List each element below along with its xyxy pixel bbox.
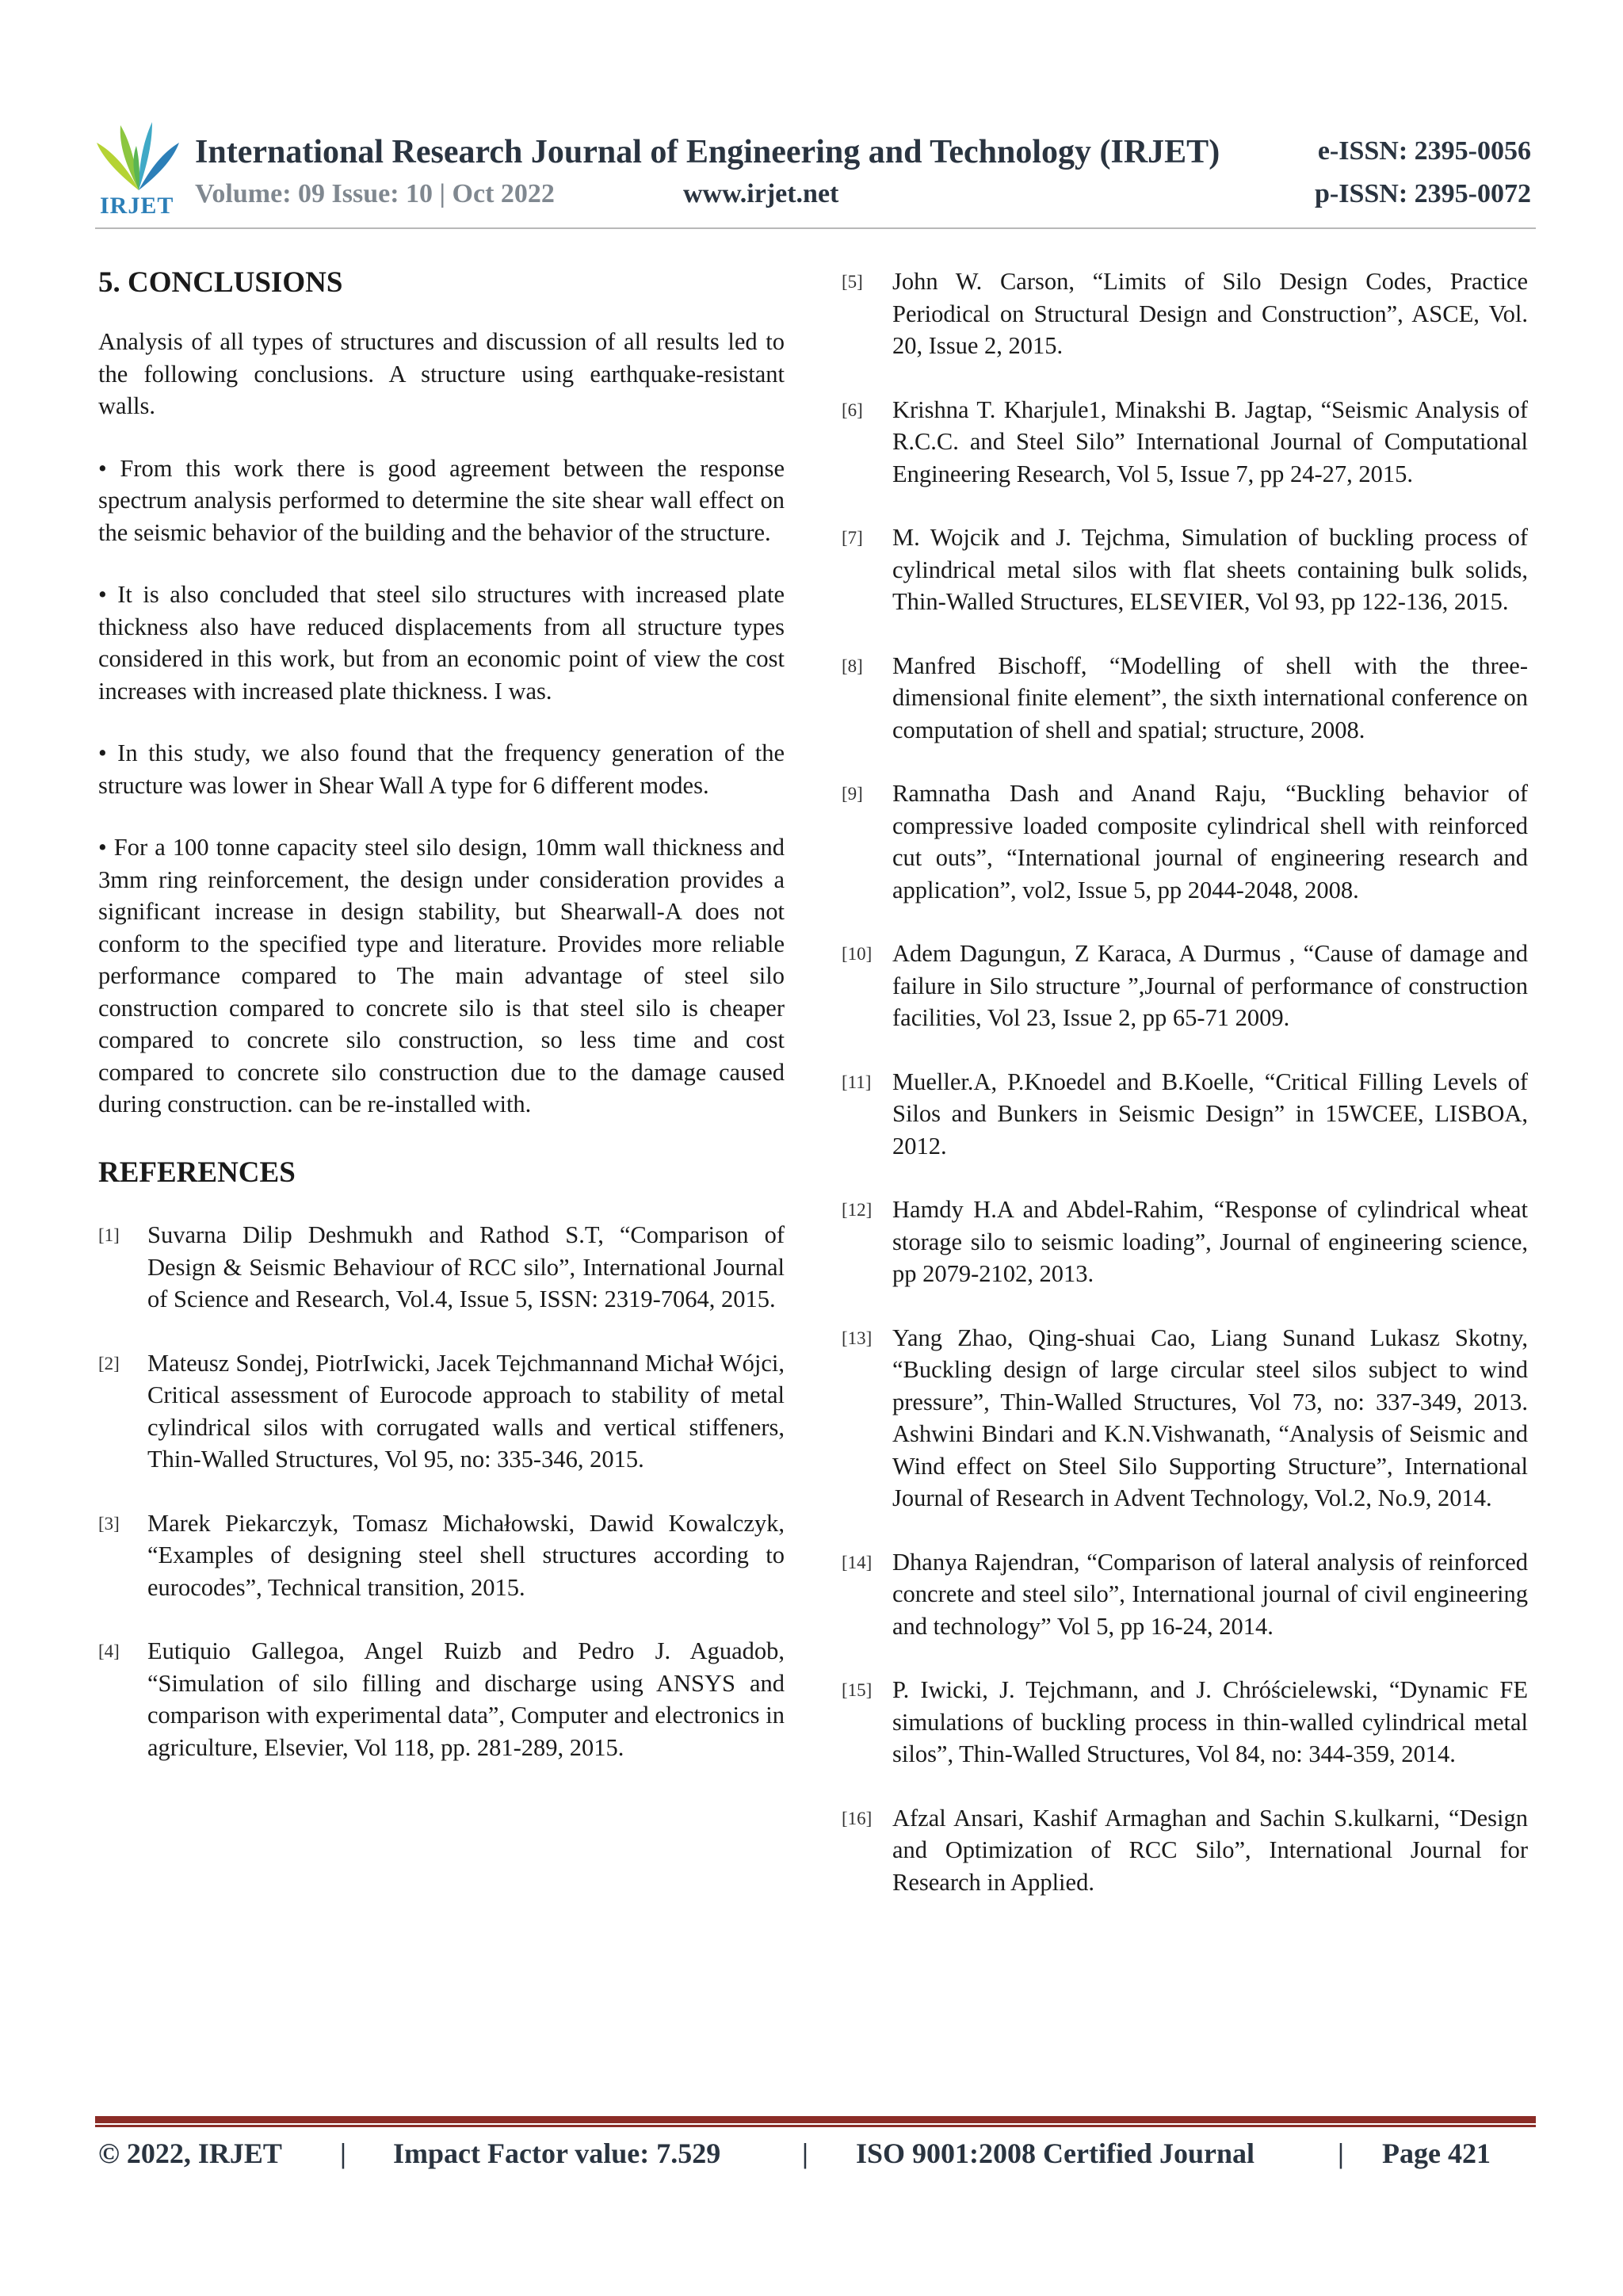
- reference-text: Mueller.A, P.Knoedel and B.Koelle, “Critical Filling Levels of Silos and Bunkers in Seismic Design” in 15WCEE, LISBOA, 2012.: [892, 1068, 1528, 1159]
- reference-text: Dhanya Rajendran, “Comparison of lateral analysis of reinforced concrete and steel silo”, International journal of civil engineering and technology” Vol 5, pp 16-24, 2014.: [892, 1548, 1528, 1640]
- footer-page-number: Page 421: [1382, 2137, 1491, 2169]
- pissn: p-ISSN: 2395-0072: [1315, 179, 1531, 208]
- conclusion-paragraph: Analysis of all types of structures and discussion of all results led to the following conclusions. A structure using earthquake-resistant walls.: [98, 328, 785, 420]
- reference-number: [1]: [98, 1225, 120, 1246]
- reference-number: [8]: [842, 655, 863, 676]
- irjet-logo: [95, 119, 182, 222]
- reference-text: Eutiquio Gallegoa, Angel Ruizb and Pedro J. Aguadob, “Simulation of silo filling and discharge using ANSYS and comparison with experimental data”, Computer and electronics in agriculture, Elsevier, Vol 118, pp. 281-289, 2015.: [147, 1637, 785, 1761]
- reference-item: [842, 777, 1528, 906]
- page-header: [95, 111, 1531, 230]
- footer-separator: |: [340, 2137, 346, 2169]
- reference-item: [842, 650, 1528, 747]
- reference-item: [98, 1347, 785, 1476]
- reference-number: [16]: [842, 1808, 873, 1828]
- reference-number: [4]: [98, 1641, 120, 1662]
- footer-separator: |: [1338, 2137, 1344, 2169]
- footer-iso-certification: ISO 9001:2008 Certified Journal: [856, 2137, 1254, 2169]
- reference-number: [2]: [98, 1353, 120, 1373]
- reference-item: [842, 1322, 1528, 1515]
- reference-item: [842, 1194, 1528, 1290]
- conclusion-paragraph: • From this work there is good agreement between the response spectrum analysis performed to determine the site shear wall effect on the seismic behavior of the building and the behavior of the structure.: [98, 454, 785, 546]
- reference-number: [5]: [842, 272, 863, 292]
- right-column: [842, 266, 1528, 1898]
- reference-item: [842, 266, 1528, 362]
- leaf-logo-icon: [95, 119, 182, 194]
- reference-text: Suvarna Dilip Deshmukh and Rathod S.T, “Comparison of Design & Seismic Behaviour of RCC silo”, International Journal of Science and Research, Vol.4, Issue 5, ISSN: 2319-7064, 2015.: [147, 1221, 785, 1313]
- reference-text: Manfred Bischoff, “Modelling of shell with the three-dimensional finite element”, the sixth international conference on computation of shell and spatial; structure, 2008.: [892, 651, 1528, 743]
- eissn: e-ISSN: 2395-0056: [1317, 136, 1531, 166]
- reference-item: [842, 1066, 1528, 1163]
- footer-impact-factor: Impact Factor value: 7.529: [393, 2137, 721, 2169]
- reference-item: [98, 1219, 785, 1316]
- footer-copyright: © 2022, IRJET: [98, 2137, 282, 2169]
- reference-number: [15]: [842, 1680, 873, 1700]
- reference-number: [3]: [98, 1513, 120, 1534]
- website-link[interactable]: www.irjet.net: [683, 179, 839, 208]
- conclusion-paragraph: • In this study, we also found that the frequency generation of the structure was lower in Shear Wall A type for 6 different modes.: [98, 739, 785, 799]
- reference-number: [11]: [842, 1072, 872, 1092]
- reference-item: [842, 1802, 1528, 1899]
- reference-number: [13]: [842, 1328, 873, 1348]
- reference-number: [10]: [842, 944, 873, 964]
- left-column: [98, 266, 785, 1763]
- reference-text: Krishna T. Kharjule1, Minakshi B. Jagtap, “Seismic Analysis of R.C.C. and Steel Silo” International Journal of Computational Engineering Research, Vol 5, Issue 7, pp 24-27, 2015.: [892, 395, 1528, 487]
- page-footer: [98, 2137, 1534, 2176]
- footer-divider-thick: [95, 2116, 1536, 2123]
- reference-text: Afzal Ansari, Kashif Armaghan and Sachin S.kulkarni, “Design and Optimization of RCC Silo”, International Journal for Research in Applied.: [892, 1804, 1528, 1896]
- volume-issue: Volume: 09 Issue: 10 | Oct 2022: [195, 179, 555, 208]
- reference-text: M. Wojcik and J. Tejchma, Simulation of buckling process of cylindrical metal silos with flat sheets containing bulk solids, Thin-Walled Structures, ELSEVIER, Vol 93, pp 122-136, 2015.: [892, 524, 1528, 615]
- reference-text: Adem Dagungun, Z Karaca, A Durmus , “Cause of damage and failure in Silo structure ”,Journal of performance of construction facilities, Vol 23, Issue 2, pp 65-71 2009.: [892, 940, 1528, 1031]
- reference-text: Mateusz Sondej, PiotrIwicki, Jacek Tejchmannand Michał Wójci, Critical assessment of Eurocode approach to stability of metal cylindrical silos with corrugated walls and vertical stiffeners, Thin-Walled Structures, Vol 95, no: 335-346, 2015.: [147, 1349, 785, 1473]
- reference-item: [842, 1674, 1528, 1771]
- reference-text: Ramnatha Dash and Anand Raju, “Buckling behavior of compressive loaded composite cylindrical shell with reinforced cut outs”, “International journal of engineering research and application”, vol2, Issue 5, pp 2044-2048, 2008.: [892, 780, 1528, 904]
- journal-title: International Research Journal of Engineering and Technology (IRJET): [195, 134, 1220, 170]
- footer-separator: |: [802, 2137, 808, 2169]
- reference-number: [14]: [842, 1552, 873, 1572]
- reference-item: [842, 394, 1528, 491]
- reference-item: [98, 1507, 785, 1604]
- references-heading: REFERENCES: [98, 1156, 296, 1189]
- reference-text: John W. Carson, “Limits of Silo Design Codes, Practice Periodical on Structural Design and Construction”, ASCE, Vol. 20, Issue 2, 2015.: [892, 268, 1528, 359]
- reference-item: [842, 1546, 1528, 1643]
- reference-text: Marek Piekarczyk, Tomasz Michałowski, Dawid Kowalczyk, “Examples of designing steel shell structures according to eurocodes”, Technical transition, 2015.: [147, 1509, 785, 1601]
- reference-text: Yang Zhao, Qing-shuai Cao, Liang Sunand Lukasz Skotny, “Buckling design of large circular steel silos subject to wind pressure”, Thin-Walled Structures, Vol 73, no: 337-349, 2013. Ashwini Bindari and K.N.Vishwanath, “Analysis of Seismic and Wind effect on Steel Silo Supporting Structure”, International Journal of Research in Advent Technology, Vol.2, No.9, 2014.: [892, 1324, 1528, 1511]
- reference-text: Hamdy H.A and Abdel-Rahim, “Response of cylindrical wheat storage silo to seismic loading”, Journal of engineering science, pp 2079-2102, 2013.: [892, 1196, 1528, 1287]
- reference-number: [12]: [842, 1200, 873, 1220]
- reference-item: [98, 1635, 785, 1763]
- reference-item: [842, 938, 1528, 1034]
- logo-text: IRJET: [100, 193, 174, 219]
- conclusions-heading: 5. CONCLUSIONS: [98, 266, 343, 299]
- conclusion-paragraph: • For a 100 tonne capacity steel silo design, 10mm wall thickness and 3mm ring reinforcement, the design under consideration provides a significant increase in design stability, but Shearwall-A does not conform to the specified type and literature. Provides more reliable performance compared to The main advantage of steel silo construction compared to concrete silo is that steel silo is cheaper compared to concrete silo construction, so less time and cost compared to concrete silo construction due to the damage caused during construction. can be re-installed with.: [98, 834, 785, 1118]
- reference-text: P. Iwicki, J. Tejchmann, and J. Chróścielewski, “Dynamic FE simulations of buckling process in thin-walled cylindrical metal silos”, Thin-Walled Structures, Vol 84, no: 344-359, 2014.: [892, 1676, 1528, 1767]
- footer-divider-thin: [95, 2125, 1536, 2127]
- conclusion-paragraph: • It is also concluded that steel silo structures with increased plate thickness also have reduced displacements from all structure types considered in this work, but from an economic point of view the cost increases with increased plate thickness. I was.: [98, 581, 785, 705]
- reference-number: [7]: [842, 528, 863, 548]
- reference-number: [9]: [842, 784, 863, 804]
- reference-item: [842, 521, 1528, 618]
- reference-number: [6]: [842, 399, 863, 420]
- header-divider: [95, 227, 1536, 229]
